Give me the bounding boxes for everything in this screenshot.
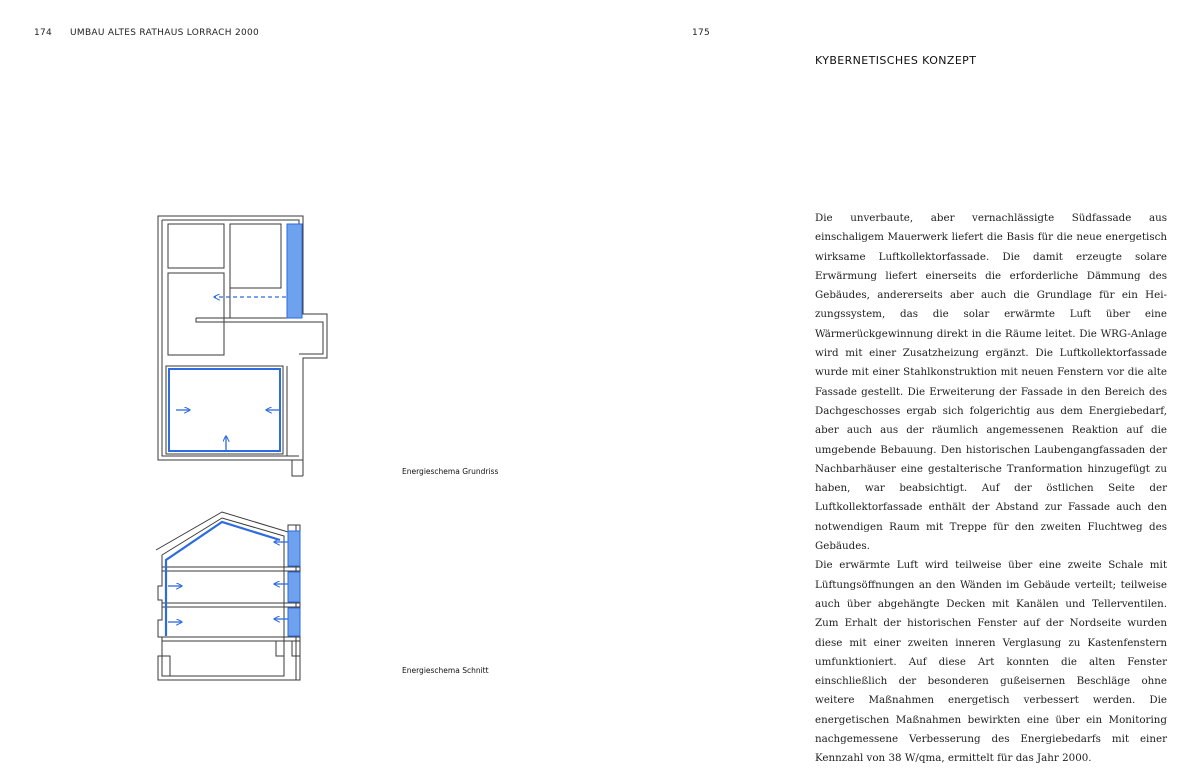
section-collector-panel-2 [288,572,300,602]
left-page-number: 174 [34,28,53,38]
section-floor-2 [162,603,300,607]
section-title: KYBERNETISCHES KONZEPT [815,54,977,67]
section-air-duct [166,522,280,636]
caption-plan: Energieschema Grundriss [402,467,499,476]
section-floor-3 [162,637,300,641]
section-collector-panel-3 [288,608,300,636]
section-collector-panel-1 [288,531,300,566]
right-page-number: 175 [692,28,711,38]
paragraph-2: Die erwärmte Luft wird teilweise über eine zweite Schale mit Lüftungsöffnungen an den Wänden im Gebäude verteilt; teilweise auch über abgehängte Decken mit Kanälen und Tellerventilen. Zum Erhalt der historischen Fenster auf der Nordseite wurden diese mit einer zweiten inneren Verglasung zu Kastenfenstern umfunktioniert. Auf diese Art konnten die alten Fenster einschließlich der besonderen gußeisernen Beschläge ohne weitere Maßnahmen energetisch verbessert werden. Die energetischen Maßnahmen bewirkten eine über ein Monitoring nachgemessene Verbesserung des Energiebedarfs mit einer Kennzahl von 38 W/qma, ermittelt für das Jahr 2000. [815,559,1167,765]
section-floor-1 [162,567,300,571]
running-head: UMBAU ALTES RATHAUS LORRACH 2000 [70,28,260,38]
caption-section: Energieschema Schnitt [402,666,489,675]
section-outer-wall [156,512,300,680]
paragraph-1: Die unverbaute, aber vernachlässigte Südfassade aus einschaligem Mauerwerk liefert die Basis für die neue energetisch wirksame Luftkollektorfassade. Die damit erzeugte solare Erwärmung liefert einerseits die erforderliche Dämmung des Gebäudes, andererseits aber auch die Grundlage für ein Heizungssystem, das die solar erwärmte Luft über eine Wärmerückgewinnung direkt in die Räume leitet. Die WRG-Anlage wird mit einer Zusatzheizung ergänzt. Die Luftkollektorfassade wurde mit einer Stahlkonstruktion mit neuen Fenstern vor die alte Fassade gestellt. Die Erweiterung der Fassade in den Bereich des Dachgeschosses ergab sich folgerichtig aus dem Energiebedarf, aber auch aus der räumlich angemessenen Reaktion auf die umgebende Bebauung. Den historischen Laubengangfassaden der Nachbarhäuser eine gestalterische Tranformation hinzugefügt zu haben, war beabsichtigt. Auf der östlichen Seite der Luftkollektorfassade enthält der Abstand zur Fassade auch den notwendigen Raum mit Treppe für den zweiten Fluchtweg des Gebäudes. [815,212,1167,553]
